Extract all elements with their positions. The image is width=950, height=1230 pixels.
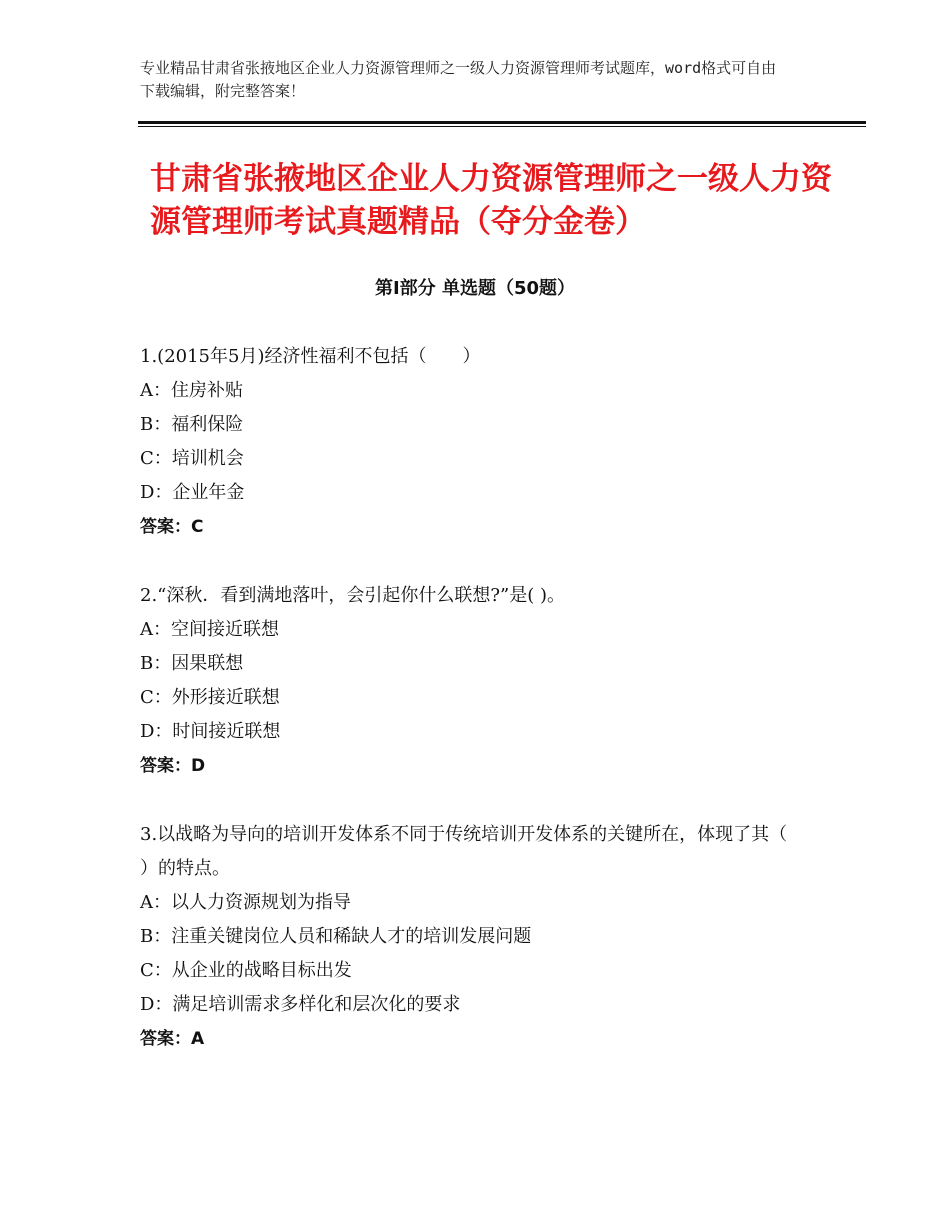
header-note: 专业精品甘肃省张掖地区企业人力资源管理师之一级人力资源管理师考试题库，word格式可自由下载编辑，附完整答案！ (140, 59, 777, 100)
answer: 答案：D (140, 756, 206, 776)
option-b: B：注重关键岗位人员和稀缺人才的培训发展问题 (140, 926, 532, 947)
option-d: D：时间接近联想 (140, 721, 281, 742)
question-2 (140, 579, 790, 783)
header-divider-thin (138, 126, 866, 127)
answer: 答案：A (140, 1029, 205, 1049)
option-d: D：满足培训需求多样化和层次化的要求 (140, 994, 461, 1015)
option-d: D：企业年金 (140, 482, 245, 503)
document-title: 甘肃省张掖地区企业人力资源管理师之一级人力资源管理师考试真题精品（夺分金卷） (150, 161, 832, 240)
question-3 (140, 818, 790, 1056)
question-1 (140, 340, 790, 544)
question-stem: 2.“深秋．看到满地落叶，会引起你什么联想?”是( )。 (140, 585, 565, 606)
option-a: A：住房补贴 (140, 380, 243, 401)
answer: 答案：C (140, 517, 204, 537)
option-c: C：培训机会 (140, 448, 244, 469)
option-b: B：福利保险 (140, 414, 244, 435)
header-divider-thick (138, 121, 866, 124)
question-stem: 3.以战略为导向的培训开发体系不同于传统培训开发体系的关键所在，体现了其（ ）的特点。 (140, 824, 788, 879)
option-c: C：外形接近联想 (140, 687, 280, 708)
section-title: 第Ⅰ部分 单选题（50题） (374, 278, 575, 299)
option-b: B：因果联想 (140, 653, 244, 674)
question-stem: 1.(2015年5月)经济性福利不包括（ ） (140, 346, 481, 367)
option-a: A：空间接近联想 (140, 619, 279, 640)
option-c: C：从企业的战略目标出发 (140, 960, 352, 981)
option-a: A：以人力资源规划为指导 (140, 892, 351, 913)
